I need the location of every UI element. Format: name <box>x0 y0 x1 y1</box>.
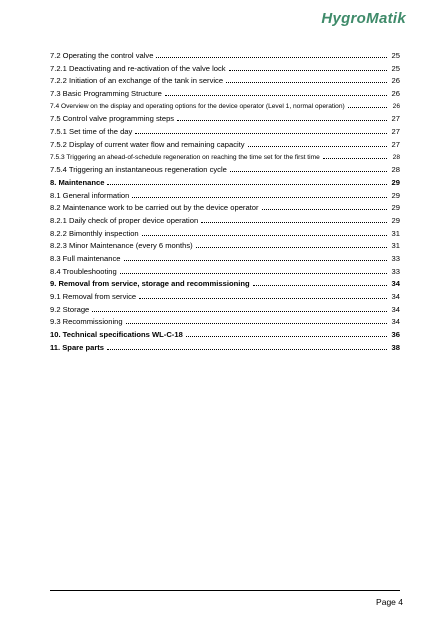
toc-entry[interactable] <box>50 113 400 126</box>
toc-entry-title: 8.1 General information <box>50 190 130 200</box>
toc-entry-page: 26 <box>391 76 400 86</box>
logo-text: HygroMatik <box>321 10 406 27</box>
toc-entry-page: 34 <box>391 304 400 314</box>
toc-dot-leader <box>107 349 387 350</box>
toc-entry-page: 29 <box>391 190 400 200</box>
toc-dot-leader <box>262 209 387 210</box>
toc-entry-page: 25 <box>391 51 400 60</box>
toc-entry-title: 8.3 Full maintenance <box>50 254 121 263</box>
toc-dot-leader <box>142 235 387 236</box>
toc-entry-page: 29 <box>391 203 400 213</box>
toc-dot-leader <box>177 120 387 121</box>
table-of-contents <box>50 50 400 355</box>
toc-entry[interactable] <box>50 215 400 228</box>
toc-entry-page: 33 <box>391 254 400 263</box>
toc-entry-title: 7.5.2 Display of current water flow and remaining capacity <box>50 139 245 149</box>
toc-entry[interactable] <box>50 266 400 279</box>
toc-entry[interactable] <box>50 50 400 63</box>
toc-dot-leader <box>186 336 387 337</box>
toc-entry[interactable] <box>50 177 400 190</box>
toc-entry-page: 36 <box>391 330 400 340</box>
toc-entry-title: 9. Removal from service, storage and recommissioning <box>50 279 250 289</box>
toc-entry-title: 8.2 Maintenance work to be carried out by the device operator <box>50 203 259 213</box>
toc-entry-title: 9.3 Recommissioning <box>50 317 123 327</box>
toc-dot-leader <box>230 171 387 172</box>
toc-entry-page: 34 <box>391 317 400 327</box>
toc-entry-title: 7.5 Control valve programming steps <box>50 114 175 124</box>
toc-entry[interactable] <box>50 291 400 304</box>
toc-entry-title: 11. Spare parts <box>50 342 105 352</box>
toc-entry-page: 31 <box>391 228 400 238</box>
toc-entry-title: 9.2 Storage <box>50 304 90 314</box>
toc-entry-page: 26 <box>391 89 400 99</box>
toc-entry-title: 8.4 Troubleshooting <box>50 266 117 276</box>
toc-dot-leader <box>196 247 387 248</box>
toc-dot-leader <box>92 311 387 312</box>
toc-dot-leader <box>139 298 387 299</box>
toc-entry-title: 8.2.2 Bimonthly inspection <box>50 228 139 238</box>
toc-entry-title: 7.2 Operating the control valve <box>50 51 154 60</box>
toc-entry[interactable] <box>50 240 400 253</box>
toc-dot-leader <box>348 107 387 108</box>
toc-dot-leader <box>124 260 388 261</box>
toc-dot-leader <box>226 82 387 83</box>
toc-entry[interactable] <box>50 316 400 329</box>
toc-entry-page: 34 <box>391 292 400 302</box>
toc-entry[interactable] <box>50 228 400 241</box>
toc-entry-page: 28 <box>392 153 400 161</box>
toc-dot-leader <box>120 273 387 274</box>
toc-entry-page: 29 <box>391 215 400 225</box>
toc-entry-page: 27 <box>391 114 400 124</box>
toc-entry[interactable] <box>50 139 400 152</box>
toc-entry[interactable] <box>50 190 400 203</box>
toc-entry[interactable] <box>50 152 400 165</box>
toc-dot-leader <box>253 285 387 286</box>
toc-dot-leader <box>107 184 387 185</box>
toc-entry[interactable] <box>50 202 400 215</box>
toc-entry[interactable] <box>50 101 400 114</box>
toc-entry-title: 7.4 Overview on the display and operating options for the device operator (Level 1, normal operation) <box>50 102 345 110</box>
hygromatik-logo <box>321 10 406 27</box>
footer-divider <box>50 590 400 591</box>
toc-entry[interactable] <box>50 342 400 355</box>
toc-entry-page: 31 <box>391 241 400 251</box>
toc-entry[interactable] <box>50 126 400 139</box>
toc-entry-page: 26 <box>392 102 400 110</box>
toc-entry-page: 33 <box>391 266 400 276</box>
toc-dot-leader <box>248 146 387 147</box>
toc-entry-page: 27 <box>391 139 400 149</box>
toc-entry[interactable] <box>50 253 400 266</box>
toc-entry[interactable] <box>50 63 400 76</box>
toc-entry-title: 7.2.2 Initiation of an exchange of the tank in service <box>50 76 224 86</box>
toc-entry[interactable] <box>50 278 400 291</box>
toc-entry[interactable] <box>50 75 400 88</box>
toc-dot-leader <box>201 222 387 223</box>
toc-entry-title: 7.3 Basic Programming Structure <box>50 89 162 99</box>
toc-entry-page: 29 <box>391 177 400 187</box>
toc-entry-title: 7.5.1 Set time of the day <box>50 127 133 137</box>
toc-dot-leader <box>165 95 387 96</box>
toc-entry-title: 7.5.4 Triggering an instantaneous regeneration cycle <box>50 165 227 175</box>
toc-entry[interactable] <box>50 88 400 101</box>
toc-entry[interactable] <box>50 329 400 342</box>
toc-entry-title: 7.2.1 Deactivating and re-activation of the valve lock <box>50 63 226 73</box>
toc-entry-title: 8.2.1 Daily check of proper device operation <box>50 215 199 225</box>
toc-entry-title: 9.1 Removal from service <box>50 292 137 302</box>
toc-entry[interactable] <box>50 304 400 317</box>
toc-entry-page: 34 <box>391 279 400 289</box>
toc-dot-leader <box>323 158 387 159</box>
toc-entry-title: 7.5.3 Triggering an ahead-of-schedule regeneration on reaching the time set for the first time <box>50 153 320 161</box>
toc-entry-title: 8.2.3 Minor Maintenance (every 6 months) <box>50 241 193 251</box>
toc-dot-leader <box>156 57 387 58</box>
toc-dot-leader <box>135 133 387 134</box>
toc-dot-leader <box>126 323 387 324</box>
toc-entry-page: 25 <box>391 63 400 73</box>
page-number: Page 4 <box>376 597 403 607</box>
toc-entry-page: 27 <box>391 127 400 137</box>
toc-entry-page: 38 <box>391 342 400 352</box>
toc-entry-title: 8. Maintenance <box>50 177 105 187</box>
toc-dot-leader <box>132 197 387 198</box>
toc-entry-page: 28 <box>391 165 400 175</box>
toc-entry[interactable] <box>50 164 400 177</box>
toc-dot-leader <box>229 70 387 71</box>
toc-entry-title: 10. Technical specifications WL-C-18 <box>50 330 183 340</box>
